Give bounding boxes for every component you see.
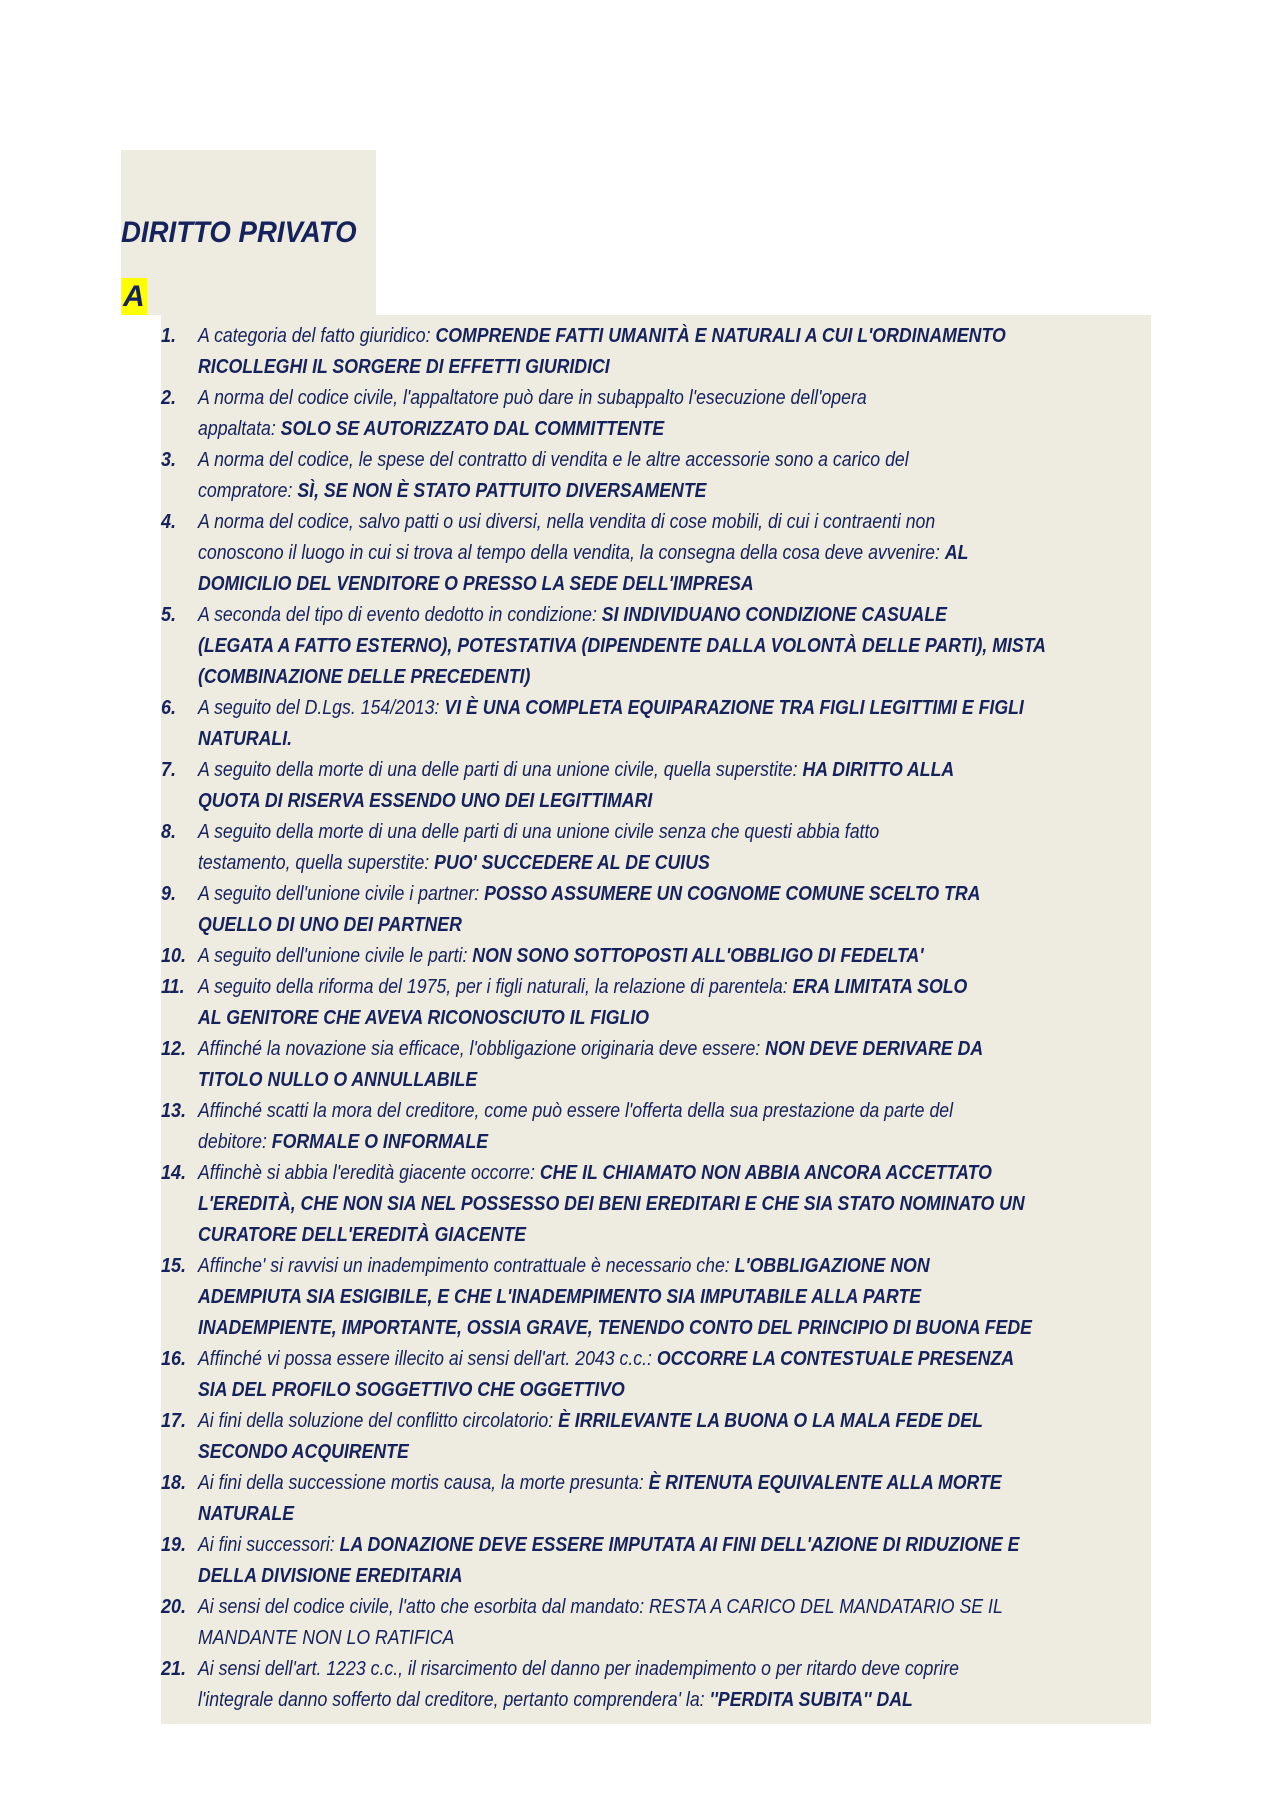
item-answer: NON SONO SOTTOPOSTI ALL'OBBLIGO DI FEDELTA': [472, 945, 924, 967]
item-question: Affinché la novazione sia efficace, l'obbligazione originaria deve essere:: [198, 1038, 766, 1060]
item-answer: COMPRENDE FATTI UMANITÀ E NATURALI A CUI L'ORDINAMENTO RICOLLEGHI IL SORGERE DI EFFETTI GIURIDICI: [198, 325, 1006, 378]
item-number: 4.: [161, 511, 177, 533]
list-item: [161, 1592, 1151, 1654]
item-answer: È IRRILEVANTE LA BUONA O LA MALA FEDE DEL SECONDO ACQUIRENTE: [198, 1410, 983, 1463]
item-number: 7.: [161, 759, 177, 781]
item-number: 19.: [161, 1534, 187, 1556]
list-item: [161, 445, 1151, 507]
item-text: [198, 1034, 1172, 1096]
item-text: [198, 1654, 1172, 1716]
item-text: [198, 755, 1172, 817]
item-number: 5.: [161, 604, 177, 626]
item-question: A norma del codice, salvo patti o usi diversi, nella vendita di cose mobili, di cui i contraenti non conoscono il luogo in cui si trova al tempo della vendita, la consegna della cosa deve avvenire:: [198, 511, 940, 564]
item-number: 9.: [161, 883, 177, 905]
item-text: [198, 1158, 1172, 1251]
item-text: [198, 1592, 1172, 1654]
item-number: 13.: [161, 1100, 187, 1122]
item-text: [198, 1530, 1172, 1592]
item-question: Affinche' si ravvisi un inadempimento contrattuale è necessario che:: [198, 1255, 735, 1277]
item-number: 8.: [161, 821, 177, 843]
item-answer: LA DONAZIONE DEVE ESSERE IMPUTATA AI FINI DELL'AZIONE DI RIDUZIONE E DELLA DIVISIONE EREDITARIA: [198, 1534, 1020, 1587]
item-text: [198, 321, 1172, 383]
item-number: 11.: [161, 976, 185, 998]
item-number: 3.: [161, 449, 177, 471]
item-answer: L'OBBLIGAZIONE NON ADEMPIUTA SIA ESIGIBILE, E CHE L'INADEMPIMENTO SIA IMPUTABILE ALLA PARTE INADEMPIENTE, IMPORTANTE, OSSIA GRAVE, TENENDO CONTO DEL PRINCIPIO DI BUONA FEDE: [198, 1255, 1032, 1339]
item-text: [198, 507, 1172, 600]
item-question: A categoria del fatto giuridico:: [198, 325, 436, 347]
item-text: [198, 383, 1172, 445]
item-answer: SOLO SE AUTORIZZATO DAL COMMITTENTE: [280, 418, 665, 440]
list-item: [161, 879, 1151, 941]
item-number: 17.: [161, 1410, 187, 1432]
item-answer: SÌ, SE NON È STATO PATTUITO DIVERSAMENTE: [297, 480, 707, 502]
item-text: [198, 817, 1172, 879]
item-answer: VI È UNA COMPLETA EQUIPARAZIONE TRA FIGLI LEGITTIMI E FIGLI NATURALI.: [198, 697, 1024, 750]
item-text: [198, 600, 1172, 693]
item-answer: SI INDIVIDUANO CONDIZIONE CASUALE (LEGATA A FATTO ESTERNO), POTESTATIVA (DIPENDENTE DALLA VOLONTÀ DELLE PARTI), MISTA (COMBINAZIONE DELLE PRECEDENTI): [198, 604, 1046, 688]
item-question: A seguito della morte di una delle parti di una unione civile senza che questi abbia fatto testamento, quella superstite:: [198, 821, 880, 874]
list-item: [161, 693, 1151, 755]
item-number: 14.: [161, 1162, 187, 1184]
item-number: 2.: [161, 387, 177, 409]
list-item: [161, 1468, 1151, 1530]
item-answer: FORMALE O INFORMALE: [271, 1131, 489, 1153]
item-question: Ai sensi del codice civile, l'atto che esorbita dal mandato:: [198, 1596, 650, 1618]
list-item: [161, 1654, 1151, 1716]
item-question: A seguito del D.Lgs. 154/2013:: [198, 697, 445, 719]
list-item: [161, 1158, 1151, 1251]
item-question: A seguito dell'unione civile i partner:: [198, 883, 485, 905]
item-question: Ai fini della soluzione del conflitto circolatorio:: [198, 1410, 559, 1432]
item-answer: HA DIRITTO ALLA QUOTA DI RISERVA ESSENDO UNO DEI LEGITTIMARI: [198, 759, 955, 812]
item-answer: NON DEVE DERIVARE DA TITOLO NULLO O ANNULLABILE: [198, 1038, 984, 1091]
item-question: A norma del codice civile, l'appaltatore può dare in subappalto l'esecuzione dell'opera appaltata:: [198, 387, 867, 440]
list-item: [161, 383, 1151, 445]
item-text: [198, 879, 1172, 941]
question-list: [161, 315, 1151, 1724]
item-number: 1.: [161, 325, 177, 347]
item-answer: AL DOMICILIO DEL VENDITORE O PRESSO LA SEDE DELL'IMPRESA: [198, 542, 969, 595]
item-number: 16.: [161, 1348, 187, 1370]
item-text: [198, 1344, 1172, 1406]
list-item: [161, 1096, 1151, 1158]
list-item: [161, 941, 1151, 972]
item-text: [198, 445, 1172, 507]
item-answer: OCCORRE LA CONTESTUALE PRESENZA SIA DEL PROFILO SOGGETTIVO CHE OGGETTIVO: [198, 1348, 1015, 1401]
item-question: Ai fini della successione mortis causa, la morte presunta:: [198, 1472, 649, 1494]
item-answer: PUO' SUCCEDERE AL DE CUIUS: [434, 852, 710, 874]
item-answer: RESTA A CARICO DEL MANDATARIO SE IL MANDANTE NON LO RATIFICA: [198, 1596, 1003, 1649]
list-item: [161, 321, 1151, 383]
list-item: [161, 972, 1151, 1034]
item-text: [198, 941, 1172, 972]
list-item: [161, 817, 1151, 879]
item-text: [198, 1468, 1172, 1530]
item-question: A seconda del tipo di evento dedotto in condizione:: [198, 604, 602, 626]
list-item: [161, 1406, 1151, 1468]
item-question: A seguito della morte di una delle parti di una unione civile, quella superstite:: [198, 759, 803, 781]
item-answer: CHE IL CHIAMATO NON ABBIA ANCORA ACCETTATO L'EREDITÀ, CHE NON SIA NEL POSSESSO DEI BENI EREDITARI E CHE SIA STATO NOMINATO UN CURATORE DELL'EREDITÀ GIACENTE: [198, 1162, 1025, 1246]
item-number: 20.: [161, 1596, 187, 1618]
page-title: DIRITTO PRIVATO: [121, 216, 357, 249]
item-question: Affinché scatti la mora del creditore, come può essere l'offerta della sua prestazione da parte del debitore:: [198, 1100, 954, 1153]
item-number: 10.: [161, 945, 187, 967]
list-item: [161, 1530, 1151, 1592]
list-item: [161, 1344, 1151, 1406]
item-number: 15.: [161, 1255, 187, 1277]
item-text: [198, 972, 1172, 1034]
item-question: Affinchè si abbia l'eredità giacente occorre:: [198, 1162, 540, 1184]
item-question: A seguito della riforma del 1975, per i figli naturali, la relazione di parentela:: [198, 976, 793, 998]
item-question: Affinché vi possa essere illecito ai sensi dell'art. 2043 c.c.:: [198, 1348, 657, 1370]
item-answer: ''PERDITA SUBITA'' DAL: [709, 1689, 913, 1711]
item-question: Ai fini successori:: [198, 1534, 340, 1556]
item-text: [198, 1251, 1172, 1344]
item-number: 21.: [161, 1658, 187, 1680]
item-number: 12.: [161, 1038, 187, 1060]
section-letter: A: [123, 280, 145, 313]
list-item: [161, 600, 1151, 693]
item-question: Ai sensi dell'art. 1223 c.c., il risarcimento del danno per inadempimento o per ritardo deve coprire l'integrale danno sofferto dal creditore, pertanto comprendera' la:: [198, 1658, 959, 1711]
item-answer: ERA LIMITATA SOLO AL GENITORE CHE AVEVA RICONOSCIUTO IL FIGLIO: [198, 976, 968, 1029]
item-text: [198, 1406, 1172, 1468]
item-answer: POSSO ASSUMERE UN COGNOME COMUNE SCELTO TRA QUELLO DI UNO DEI PARTNER: [198, 883, 981, 936]
item-number: 6.: [161, 697, 177, 719]
item-question: A seguito dell'unione civile le parti:: [198, 945, 473, 967]
list-item: [161, 1034, 1151, 1096]
item-text: [198, 1096, 1172, 1158]
item-number: 18.: [161, 1472, 187, 1494]
list-item: [161, 755, 1151, 817]
item-text: [198, 693, 1172, 755]
item-answer: È RITENUTA EQUIVALENTE ALLA MORTE NATURALE: [198, 1472, 1002, 1525]
list-item: [161, 1251, 1151, 1344]
list-item: [161, 507, 1151, 600]
item-question: A norma del codice, le spese del contratto di vendita e le altre accessorie sono a carico del compratore:: [198, 449, 909, 502]
